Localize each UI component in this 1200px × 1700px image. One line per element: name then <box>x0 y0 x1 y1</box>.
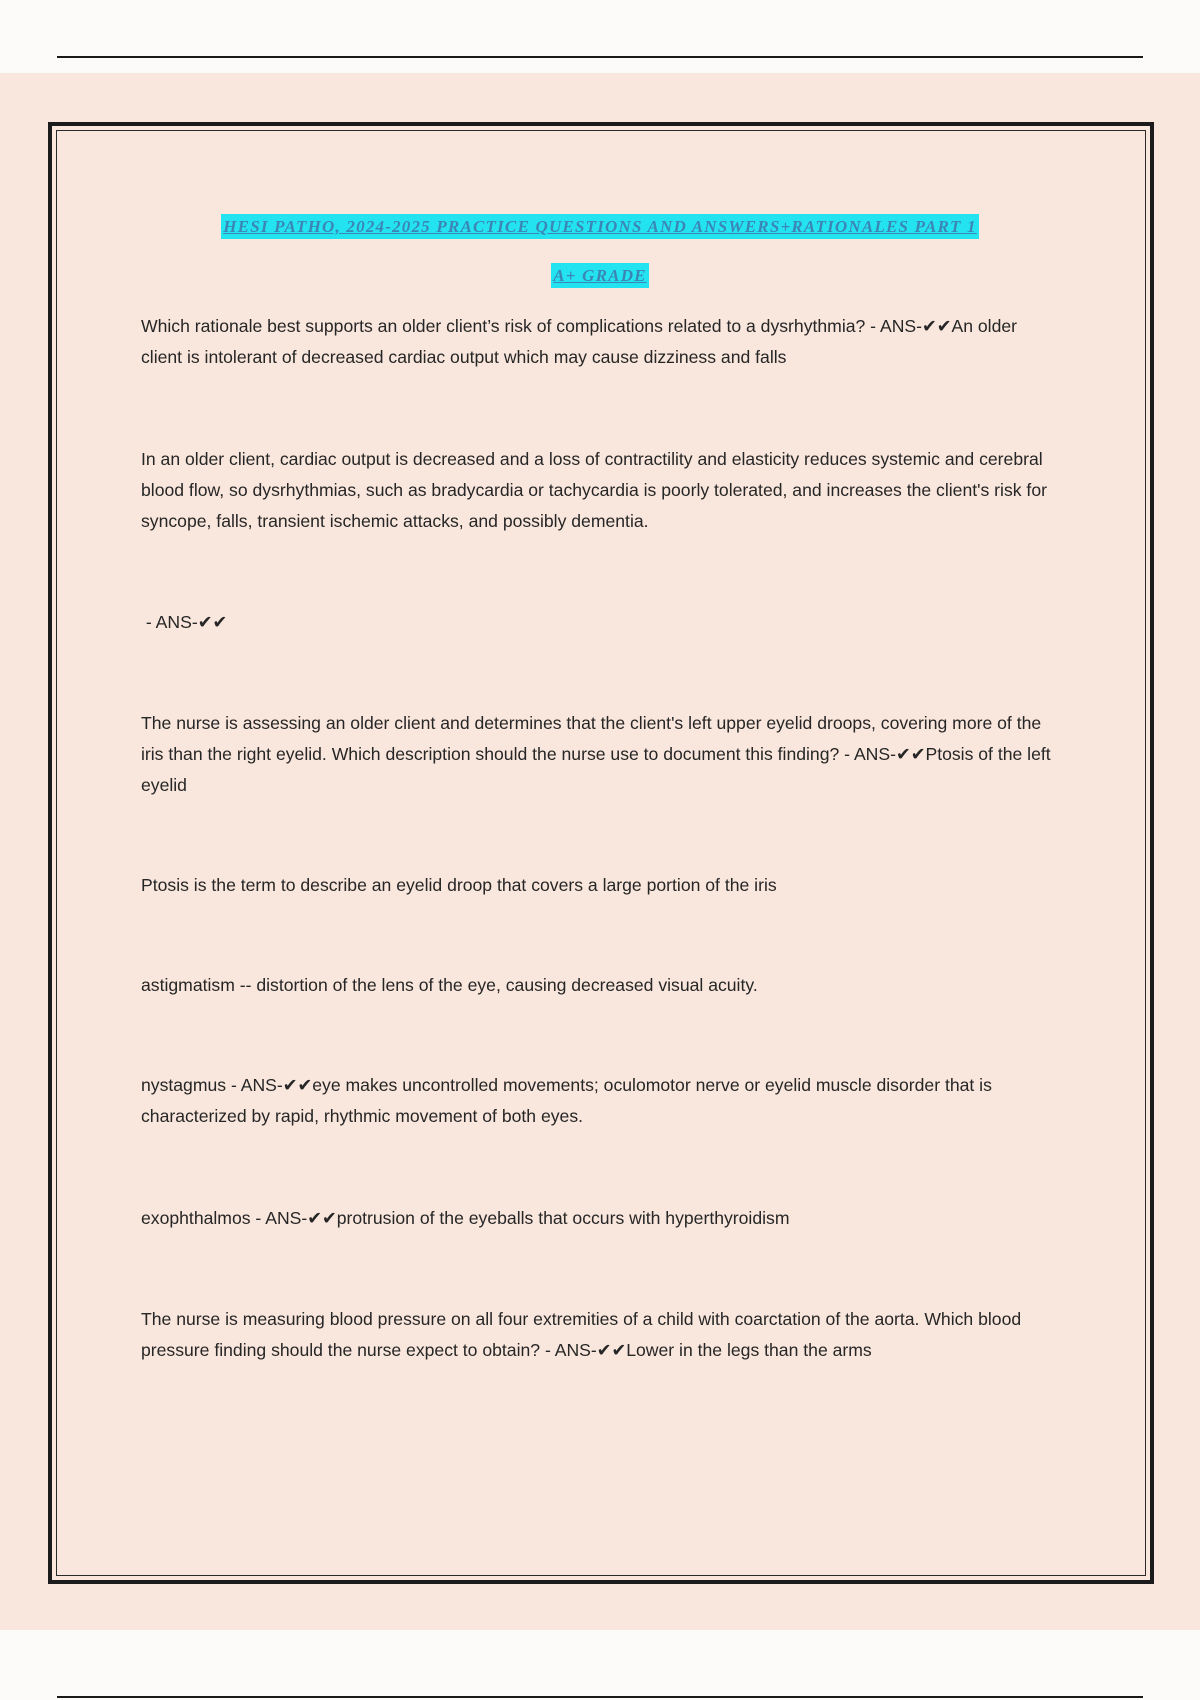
question-paragraph: The nurse is assessing an older client and determines that the client's left upper eyelid droops, covering more of the iris than the right eyelid. Which description should the nurse use to document this finding? - ANS-✔✔Ptosis of the left eyelid <box>141 713 1051 795</box>
definition-paragraph: exophthalmos - ANS-✔✔protrusion of the eyeballs that occurs with hyperthyroidism <box>141 1208 790 1228</box>
document-grade-text: A+ GRADE <box>551 263 648 288</box>
definition-paragraph: nystagmus - ANS-✔✔eye makes uncontrolled movements; oculomotor nerve or eyelid muscle disorder that is characterized by rapid, rhythmic movement of both eyes. <box>141 1075 992 1126</box>
rationale-paragraph: In an older client, cardiac output is decreased and a loss of contractility and elasticity reduces systemic and cerebral blood flow, so dysrhythmias, such as bradycardia or tachycardia is poorly tolerated, and increases the client's risk for syncope, falls, transient ischemic attacks, and possibly dementia. <box>141 449 1047 531</box>
document-title-text: HESI PATHO, 2024-2025 PRACTICE QUESTIONS AND ANSWERS+RATIONALES PART 1 <box>221 214 979 239</box>
page-header-rule <box>57 56 1143 58</box>
answer-marker-paragraph: - ANS-✔✔ <box>141 612 228 632</box>
definition-paragraph: astigmatism -- distortion of the lens of the eye, causing decreased visual acuity. <box>141 975 758 995</box>
document-title <box>0 217 1200 237</box>
question-paragraph: The nurse is measuring blood pressure on all four extremities of a child with coarctation of the aorta. Which blood pressure finding should the nurse expect to obtain? - ANS-✔✔Lower in the legs than the arms <box>141 1309 1022 1360</box>
rationale-paragraph: Ptosis is the term to describe an eyelid droop that covers a large portion of the iris <box>141 875 777 895</box>
question-paragraph: Which rationale best supports an older client’s risk of complications related to a dysrhythmia? - ANS-✔✔An older client is intolerant of decreased cardiac output which may cause dizziness and falls <box>141 316 1018 367</box>
page-footer-rule <box>57 1696 1143 1698</box>
document-subtitle <box>0 266 1200 286</box>
